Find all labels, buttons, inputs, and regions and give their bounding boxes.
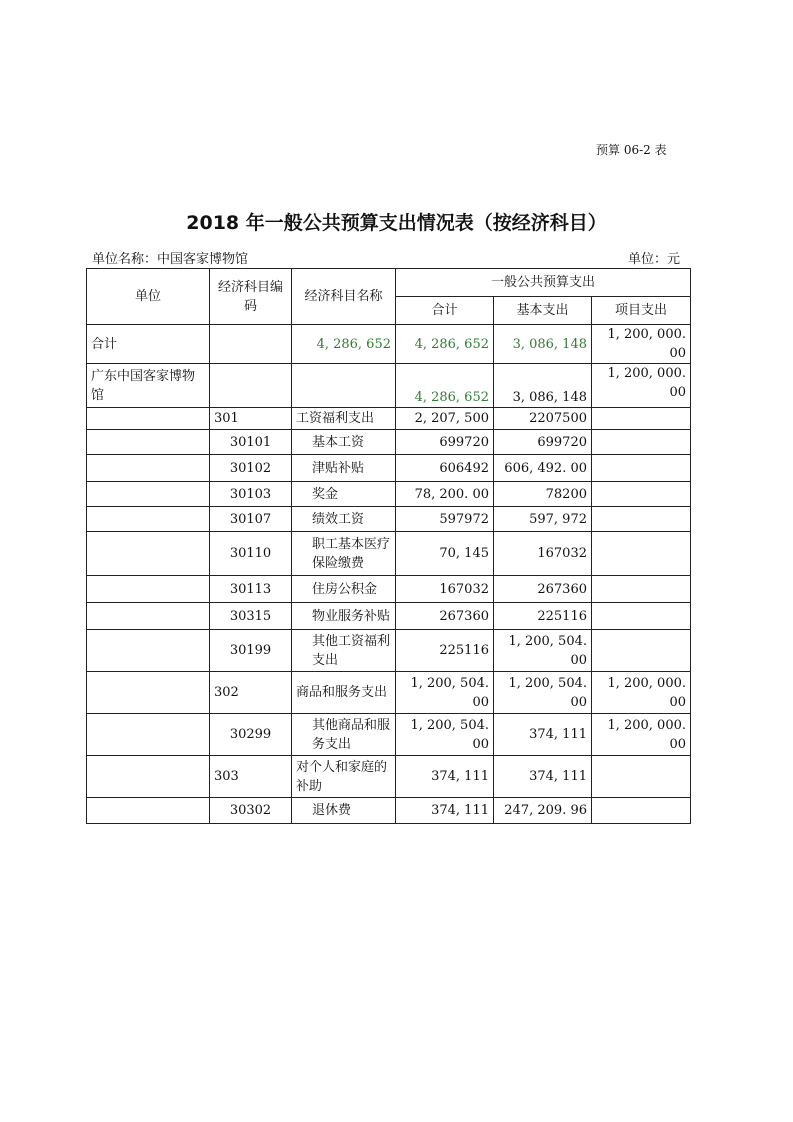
row-total: 267360 [396, 603, 494, 630]
row-code: 30107 [210, 507, 292, 532]
row-project: 1, 200, 000. 00 [592, 672, 691, 714]
row-code: 302 [210, 672, 292, 714]
row-total: 374, 111 [396, 756, 494, 798]
header-code: 经济科目编码 [210, 269, 292, 325]
row-total: 70, 145 [396, 532, 494, 576]
row-unit [87, 756, 210, 798]
row-name: 物业服务补贴 [292, 603, 396, 630]
row-basic: 606, 492. 00 [494, 455, 592, 482]
summary-label: 合计 [87, 325, 210, 364]
row-basic: 1, 200, 504. 00 [494, 672, 592, 714]
org-label: 广东中国客家博物馆 [87, 364, 210, 408]
row-name: 商品和服务支出 [292, 672, 396, 714]
row-total: 1, 200, 504. 00 [396, 672, 494, 714]
table-row [87, 798, 691, 824]
row-name: 住房公积金 [292, 576, 396, 603]
row-code: 30103 [210, 482, 292, 507]
row-unit [87, 672, 210, 714]
row-basic: 374, 111 [494, 756, 592, 798]
summary-total: 4, 286, 652 [396, 325, 494, 364]
row-code: 303 [210, 756, 292, 798]
row-total: 374, 111 [396, 798, 494, 824]
row-name: 基本工资 [292, 430, 396, 455]
row-basic: 374, 111 [494, 714, 592, 756]
table-row [87, 714, 691, 756]
row-unit [87, 630, 210, 672]
header-name: 经济科目名称 [292, 269, 396, 325]
row-total: 1, 200, 504. 00 [396, 714, 494, 756]
row-unit [87, 603, 210, 630]
row-project [592, 408, 691, 430]
row-name: 其他商品和服务支出 [292, 714, 396, 756]
org-basic: 3, 086, 148 [494, 364, 592, 408]
table-row [87, 408, 691, 430]
row-code: 30315 [210, 603, 292, 630]
header-unit: 单位 [87, 269, 210, 325]
row-basic: 1, 200, 504. 00 [494, 630, 592, 672]
row-total: 78, 200. 00 [396, 482, 494, 507]
row-project [592, 603, 691, 630]
row-code: 301 [210, 408, 292, 430]
summary-basic: 3, 086, 148 [494, 325, 592, 364]
budget-table [86, 268, 691, 824]
summary-code [210, 325, 292, 364]
table-row [87, 430, 691, 455]
row-name: 津贴补贴 [292, 455, 396, 482]
row-unit [87, 532, 210, 576]
row-project [592, 630, 691, 672]
row-unit [87, 576, 210, 603]
row-basic: 78200 [494, 482, 592, 507]
row-total: 225116 [396, 630, 494, 672]
row-name: 对个人和家庭的补助 [292, 756, 396, 798]
table-row [87, 532, 691, 576]
row-project [592, 576, 691, 603]
row-name: 奖金 [292, 482, 396, 507]
org-name [292, 364, 396, 408]
row-project [592, 482, 691, 507]
row-total: 606492 [396, 455, 494, 482]
unit-name: 单位名称：中国客家博物馆 [92, 252, 249, 267]
item-rows [87, 408, 691, 824]
row-code: 30302 [210, 798, 292, 824]
table-row [87, 672, 691, 714]
row-project [592, 507, 691, 532]
row-code: 30299 [210, 714, 292, 756]
table-row [87, 603, 691, 630]
row-unit [87, 798, 210, 824]
row-total: 167032 [396, 576, 494, 603]
row-basic: 225116 [494, 603, 592, 630]
row-name: 退休费 [292, 798, 396, 824]
row-name: 职工基本医疗保险缴费 [292, 532, 396, 576]
row-project [592, 430, 691, 455]
org-total: 4, 286, 652 [396, 364, 494, 408]
summary-project: 1, 200, 000. 00 [592, 325, 691, 364]
row-total: 597972 [396, 507, 494, 532]
table-row [87, 507, 691, 532]
row-basic: 247, 209. 96 [494, 798, 592, 824]
row-code: 30101 [210, 430, 292, 455]
summary-row [87, 325, 691, 364]
table-row [87, 455, 691, 482]
row-unit [87, 482, 210, 507]
row-project [592, 798, 691, 824]
page-title: 2018 年一般公共预算支出情况表（按经济科目） [186, 212, 607, 234]
table-row [87, 482, 691, 507]
header-project: 项目支出 [592, 297, 691, 325]
row-code: 30110 [210, 532, 292, 576]
header-budget-group: 一般公共预算支出 [396, 269, 691, 297]
row-project [592, 532, 691, 576]
currency-unit: 单位：元 [628, 252, 681, 267]
row-unit [87, 507, 210, 532]
org-project: 1, 200, 000. 00 [592, 364, 691, 408]
row-basic: 699720 [494, 430, 592, 455]
row-name: 工资福利支出 [292, 408, 396, 430]
row-unit [87, 430, 210, 455]
row-code: 30102 [210, 455, 292, 482]
row-basic: 2207500 [494, 408, 592, 430]
row-basic: 167032 [494, 532, 592, 576]
row-basic: 267360 [494, 576, 592, 603]
row-basic: 597, 972 [494, 507, 592, 532]
header-basic: 基本支出 [494, 297, 592, 325]
row-total: 2, 207, 500 [396, 408, 494, 430]
table-row [87, 630, 691, 672]
org-row [87, 364, 691, 408]
row-unit [87, 408, 210, 430]
row-code: 30199 [210, 630, 292, 672]
row-code: 30113 [210, 576, 292, 603]
row-project [592, 455, 691, 482]
row-total: 699720 [396, 430, 494, 455]
row-unit [87, 455, 210, 482]
form-number: 预算 06-2 表 [596, 143, 667, 157]
row-project [592, 756, 691, 798]
row-name: 绩效工资 [292, 507, 396, 532]
row-unit [87, 714, 210, 756]
table-row [87, 756, 691, 798]
header-total: 合计 [396, 297, 494, 325]
row-project: 1, 200, 000. 00 [592, 714, 691, 756]
row-name: 其他工资福利支出 [292, 630, 396, 672]
org-code [210, 364, 292, 408]
summary-name-value: 4, 286, 652 [292, 325, 396, 364]
table-row [87, 576, 691, 603]
